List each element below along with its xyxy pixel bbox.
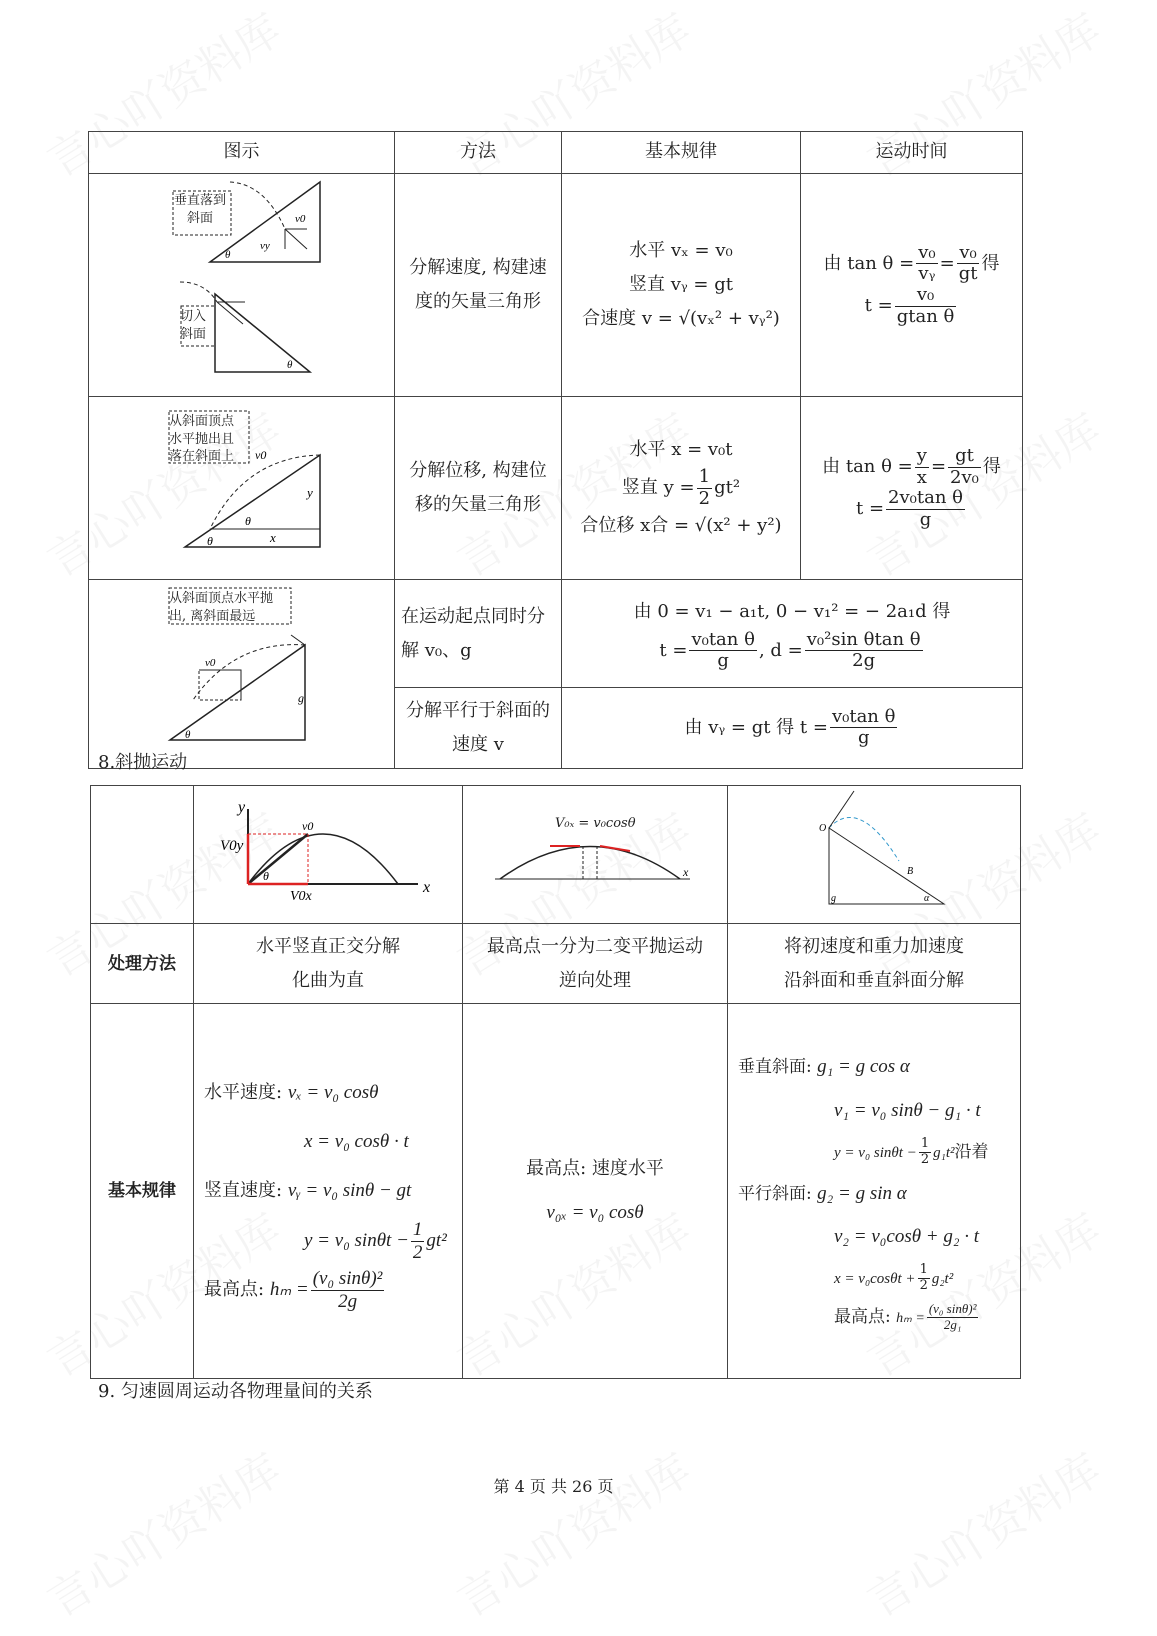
- row-label-method: 处理方法: [91, 924, 194, 1004]
- svg-text:g: g: [831, 893, 836, 904]
- page-footer: 第 4 页 共 26 页: [493, 1477, 614, 1496]
- method-cell: [728, 924, 1021, 1004]
- svg-text:θ: θ: [185, 729, 191, 742]
- num: 1: [698, 466, 711, 488]
- law-cell: [728, 1004, 1021, 1379]
- den: 2: [412, 1242, 423, 1264]
- formula: hₘ =: [896, 1311, 925, 1327]
- header-diagram: 图示: [89, 132, 395, 174]
- text: gt²: [714, 477, 741, 499]
- method-cell: 分解平行于斜面的速度 v: [395, 688, 562, 769]
- formula: v₂ = v₀cosθ + g₂ · t: [834, 1226, 980, 1248]
- text: 垂直斜面:: [738, 1057, 812, 1078]
- watermark: [33, 1435, 291, 1629]
- den: 2: [920, 1151, 930, 1167]
- diagram-reverse: [463, 786, 728, 924]
- svg-text:y: y: [238, 798, 246, 816]
- text: 最高点一分为二变平抛运动: [487, 935, 703, 957]
- den: 2: [919, 1278, 928, 1294]
- formula: y = v₀ sinθt −: [304, 1229, 409, 1251]
- row-label-law: 基本规律: [91, 1004, 194, 1379]
- num: (v₀ sinθ)²: [312, 1267, 383, 1289]
- svg-text:x: x: [270, 530, 276, 546]
- time-cell: [801, 397, 1023, 580]
- den: g: [857, 727, 870, 749]
- formula: g₁ = g cos α: [817, 1056, 910, 1078]
- svg-text:g: g: [298, 691, 304, 706]
- method-cell: [194, 924, 463, 1004]
- num: 2v₀tan θ: [888, 487, 963, 509]
- header-time: 运动时间: [801, 132, 1023, 174]
- den: 2g₁: [943, 1317, 962, 1333]
- diagram-label: V₀ₓ = v₀cosθ: [555, 816, 636, 831]
- text: 竖直 y =: [621, 477, 695, 499]
- formula: x = v₀ cosθ · t: [304, 1131, 409, 1153]
- method-cell: [463, 924, 728, 1004]
- svg-text:y: y: [307, 485, 313, 501]
- law-cell: [562, 397, 801, 580]
- formula: g₂t²: [931, 1271, 954, 1288]
- text: 沿着: [954, 1141, 989, 1162]
- svg-text:B: B: [907, 866, 914, 877]
- num: 1: [920, 1135, 930, 1151]
- watermark: [853, 1435, 1111, 1629]
- text: 平行斜面:: [738, 1183, 812, 1204]
- text: 将初速度和重力加速度: [784, 935, 964, 957]
- formula: vᵧ = v₀ sinθ − gt: [287, 1180, 412, 1202]
- num: 1: [412, 1219, 423, 1241]
- header-method: 方法: [395, 132, 562, 174]
- num: v₀: [918, 241, 936, 263]
- section-8-heading: 8.斜抛运动: [98, 752, 188, 773]
- svg-text:V0y: V0y: [220, 837, 244, 854]
- text: 由 vᵧ = gt 得 t =: [684, 716, 828, 738]
- diagram-label: 垂直落到斜面: [173, 193, 226, 227]
- formula: x = v₀cosθt +: [834, 1271, 916, 1288]
- section-9-heading: 9. 匀速圆周运动各物理量间的关系: [98, 1381, 373, 1402]
- text: 由 tan θ =: [822, 456, 913, 478]
- law-cell: [562, 688, 1023, 769]
- method-cell: 分解位移, 构建位移的矢量三角形: [395, 397, 562, 580]
- text: t =: [856, 498, 885, 520]
- diagram-label: 从斜面顶点水平抛出, 离斜面最远: [169, 591, 274, 624]
- num: v₀tan θ: [691, 628, 755, 650]
- svg-text:O: O: [819, 823, 827, 834]
- formula: hₘ =: [269, 1279, 309, 1301]
- svg-text:v0: v0: [302, 818, 314, 833]
- num: gt: [948, 446, 981, 468]
- text: 最高点: 速度水平: [526, 1157, 664, 1179]
- oblique-incline-diagram: [799, 786, 949, 911]
- text: 得: [982, 456, 1001, 478]
- text: 化曲为直: [292, 969, 364, 991]
- text: 最高点:: [204, 1279, 265, 1301]
- diagram-velocity: [89, 174, 395, 397]
- text: =: [930, 456, 947, 478]
- law-cell: [463, 1004, 728, 1379]
- law-line: 水平 vₓ = v₀: [629, 239, 733, 261]
- diagram-label: 切入斜面: [179, 309, 206, 343]
- law-cell: [562, 580, 1023, 688]
- svg-text:v0: v0: [255, 448, 267, 463]
- incline-velocity-diagram: [95, 174, 395, 384]
- diagram-incline-oblique: [728, 786, 1021, 924]
- num: v₀: [957, 243, 980, 265]
- svg-text:x: x: [683, 864, 689, 879]
- formula: y = v₀ sinθt −: [834, 1144, 917, 1161]
- formula: g₂ = g sin α: [817, 1182, 907, 1204]
- svg-text:x: x: [423, 878, 431, 896]
- text: 水平竖直正交分解: [256, 935, 400, 957]
- den: vᵧ: [918, 263, 936, 285]
- svg-text:v0: v0: [295, 213, 306, 225]
- num: v₀²sin θtan θ: [806, 628, 921, 650]
- law-cell: [194, 1004, 463, 1379]
- flat-throw-incline-table: [88, 131, 1023, 769]
- svg-text:V0x: V0x: [290, 888, 312, 904]
- svg-text:v0: v0: [205, 657, 216, 670]
- num: 1: [919, 1262, 928, 1278]
- den: x: [916, 466, 927, 488]
- num: v₀: [895, 285, 957, 307]
- num: y: [916, 444, 927, 466]
- incline-displacement-diagram: [95, 397, 395, 567]
- diagram-displacement: [89, 397, 395, 580]
- text: 竖直速度:: [204, 1180, 283, 1202]
- svg-text:vy: vy: [260, 240, 270, 252]
- diagram-farthest: [89, 580, 395, 768]
- svg-text:θ: θ: [287, 359, 293, 371]
- num: v₀tan θ: [831, 705, 896, 727]
- den: 2: [698, 487, 711, 509]
- header-law: 基本规律: [562, 132, 801, 174]
- text: =: [939, 252, 955, 274]
- diagram-label: 从斜面顶点水平抛出且落在斜面上: [169, 414, 235, 465]
- text: 得: [981, 252, 1000, 274]
- den: gtan θ: [896, 305, 955, 327]
- law-line: 水平 x = v₀t: [629, 438, 733, 460]
- law-cell: [562, 174, 801, 397]
- den: 2v₀: [950, 466, 979, 488]
- method-cell: 在运动起点同时分解 v₀、g: [395, 580, 562, 688]
- oblique-decompose-diagram: [218, 794, 438, 904]
- formula: v₀ₓ = v₀ cosθ: [546, 1201, 644, 1223]
- text: t =: [864, 295, 893, 317]
- den: gt: [958, 263, 978, 285]
- text: 水平速度:: [204, 1081, 283, 1103]
- svg-text:α: α: [924, 893, 930, 904]
- text: 最高点:: [834, 1307, 891, 1328]
- law-line: 合位移 x合 = √(x² + y²): [580, 515, 782, 537]
- law-line: 合速度 v = √(vₓ² + vᵧ²): [582, 308, 780, 330]
- empty-cell: [91, 786, 194, 924]
- text: t =: [659, 639, 688, 661]
- svg-text:θ: θ: [207, 534, 213, 549]
- svg-text:θ: θ: [263, 868, 269, 883]
- formula: gt²: [426, 1229, 447, 1251]
- text: , d =: [758, 639, 803, 661]
- den: 2g: [338, 1290, 358, 1312]
- den: g: [717, 650, 729, 672]
- method-cell: 分解速度, 构建速度的矢量三角形: [395, 174, 562, 397]
- time-cell: [801, 174, 1023, 397]
- watermark: [443, 1435, 701, 1629]
- formula: v₁ = v₀ sinθ − g₁ · t: [834, 1099, 981, 1121]
- diagram-decompose: [194, 786, 463, 924]
- law-line: 竖直 vᵧ = gt: [629, 274, 733, 295]
- oblique-throw-table: [90, 785, 1021, 1379]
- den: 2g: [852, 650, 876, 672]
- svg-text:θ: θ: [225, 249, 231, 261]
- text: 由 tan θ =: [823, 252, 915, 274]
- law-line: 由 0 = v₁ − a₁t, 0 − v₁² = − 2a₁d 得: [633, 601, 951, 623]
- formula: g₁t²: [933, 1144, 955, 1161]
- text: 逆向处理: [559, 969, 631, 991]
- num: (v₀ sinθ)²: [928, 1301, 977, 1317]
- den: g: [919, 508, 932, 530]
- formula: vₓ = v₀ cosθ: [287, 1081, 379, 1103]
- svg-text:θ: θ: [245, 514, 251, 529]
- text: 沿斜面和垂直斜面分解: [784, 969, 964, 991]
